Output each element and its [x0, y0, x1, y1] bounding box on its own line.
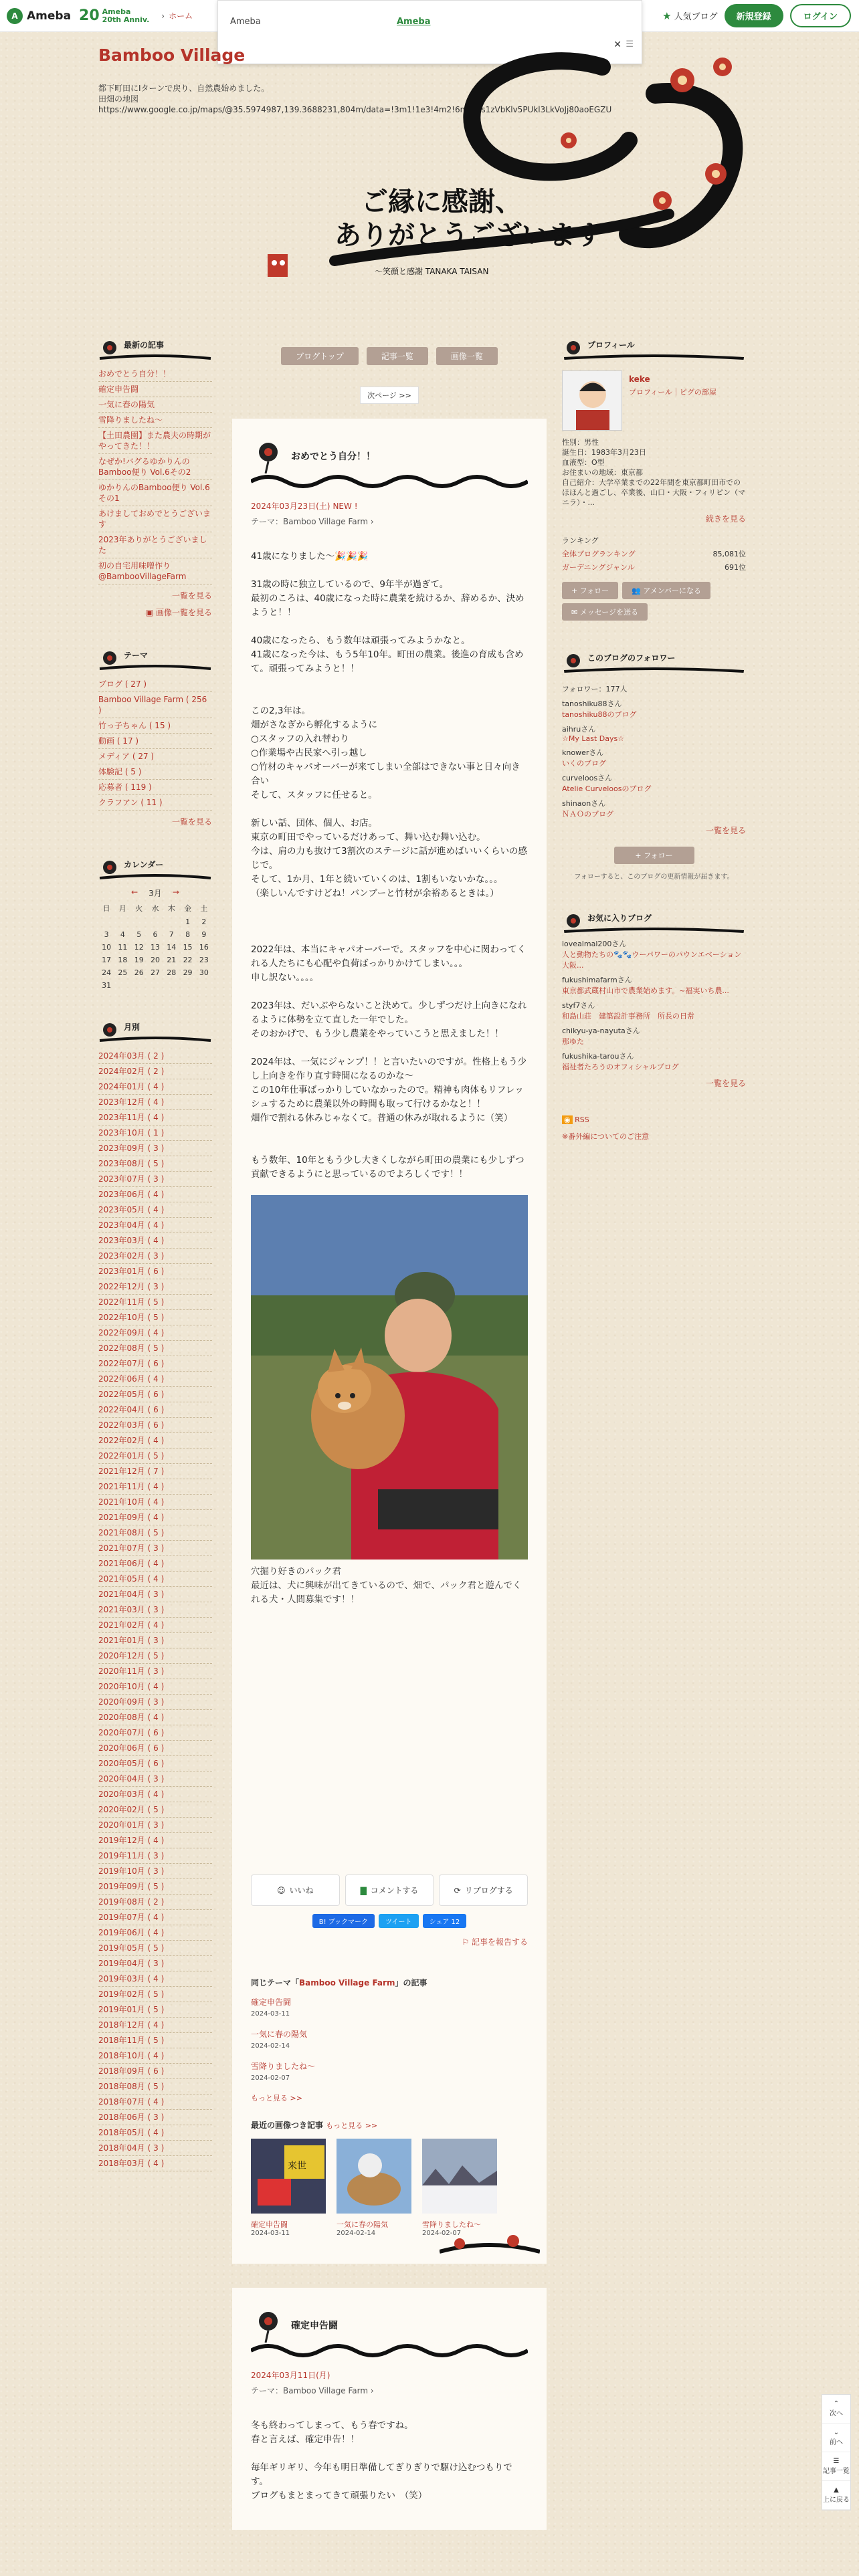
recent-entry-link[interactable]: おめでとう自分！！: [98, 366, 212, 382]
back-to-top-button[interactable]: ▲ 上に戻る: [822, 2481, 850, 2510]
blog-description: 都下町田にIターンで戻り、自然農始めました。 田畑の地図 https://www.google.co.jp/maps/@35.5974987,139.3688231,804m/data=!3m1!1e3!4m2!6m1!1s1zVbKlv5PUkl3LkVoJj80aoEGZU: [98, 84, 612, 114]
month-archive-link[interactable]: 2019年04月 ( 3 ): [98, 1956, 212, 1971]
month-archive-link[interactable]: 2018年10月 ( 4 ): [98, 2048, 212, 2064]
hatena-bookmark-button[interactable]: B! ブックマーク: [312, 1914, 375, 1928]
follow-note: フォローすると、このブログの更新情報が届きます。: [574, 873, 734, 881]
theme-link[interactable]: クラフアン ( 11 ): [98, 795, 212, 811]
brush-underline: [98, 873, 212, 881]
month-archive-link[interactable]: 2020年01月 ( 3 ): [98, 1818, 212, 1833]
follow-wide-button[interactable]: + フォロー: [614, 847, 694, 864]
follower-count: フォロワー：177人: [562, 685, 628, 693]
image-entry-card[interactable]: 一気に春の陽気 2024-02-14: [337, 2139, 411, 2237]
followers-more-link[interactable]: 一覧を見る: [705, 826, 746, 835]
article-date: 2024年03月23日(土) NEW !: [251, 502, 358, 511]
calendar-day[interactable]: 2: [201, 918, 207, 926]
article-header: [251, 439, 528, 491]
month-archive-link[interactable]: 2023年10月 ( 1 ): [98, 1125, 212, 1141]
month-archive-link[interactable]: 2023年05月 ( 4 ): [98, 1202, 212, 1218]
calendar-weekday: 日: [102, 904, 110, 913]
favorites-header: [562, 907, 746, 934]
month-archive-link[interactable]: 2020年11月 ( 3 ): [98, 1664, 212, 1679]
anniversary-text: Ameba 20th Anniv.: [102, 7, 150, 24]
close-icon[interactable]: ✕: [613, 39, 622, 50]
flower-icon: [251, 439, 286, 473]
calendar-title: カレンダー: [124, 860, 164, 869]
recent-more-link[interactable]: 一覧を見る: [171, 591, 212, 601]
month-archive-link[interactable]: 2021年06月 ( 4 ): [98, 1556, 212, 1572]
calendar-day[interactable]: 13: [150, 943, 160, 952]
follower-item[interactable]: tanoshiku88さん tanoshiku88のブログ: [562, 700, 637, 719]
article-photo[interactable]: [251, 1195, 528, 1560]
month-archive-link[interactable]: 2018年05月 ( 4 ): [98, 2125, 212, 2141]
profile-header: [562, 334, 746, 361]
calendar-day[interactable]: 15: [183, 943, 193, 952]
favorites-title: お気に入りブログ: [587, 914, 652, 923]
calendar-day[interactable]: 26: [134, 968, 144, 977]
month-archive-link[interactable]: 2019年05月 ( 5 ): [98, 1941, 212, 1956]
calendar-weekday: 水: [151, 904, 159, 913]
month-archive-link[interactable]: 2021年07月 ( 3 ): [98, 1541, 212, 1556]
brush-underline: [98, 353, 212, 361]
month-archive-link[interactable]: 2022年06月 ( 4 ): [98, 1372, 212, 1387]
calendar-grid: [98, 903, 212, 990]
calendar-day[interactable]: 31: [102, 981, 112, 990]
month-archive-link[interactable]: 2018年11月 ( 5 ): [98, 2033, 212, 2048]
month-archive-link[interactable]: 2022年09月 ( 4 ): [98, 1325, 212, 1341]
calendar-day[interactable]: 30: [199, 968, 209, 977]
same-theme-item[interactable]: 一気に春の陽気 2024-02-14: [251, 2030, 308, 2050]
profile-card: [562, 370, 746, 431]
calendar-day: [98, 918, 114, 926]
wave-divider: [251, 2341, 528, 2360]
breadcrumb: [161, 10, 193, 21]
article-title[interactable]: おめでとう自分！！: [291, 451, 375, 462]
article-header: [251, 2308, 528, 2360]
month-archive-link[interactable]: 2020年06月 ( 6 ): [98, 1741, 212, 1756]
month-archive-link[interactable]: 2019年02月 ( 5 ): [98, 1987, 212, 2002]
month-archive-link[interactable]: 2018年12月 ( 4 ): [98, 2018, 212, 2033]
month-archive-link[interactable]: 2023年09月 ( 3 ): [98, 1141, 212, 1156]
like-button[interactable]: ☺ いいね: [251, 1874, 340, 1906]
entry-list-float-button[interactable]: ☰ 記事一覧: [822, 2452, 850, 2481]
image-entry-card[interactable]: 来世 確定申告闘 2024-03-11: [251, 2139, 326, 2237]
next-entry-button[interactable]: ⌃ 次へ: [822, 2395, 850, 2424]
month-archive-link[interactable]: 2021年03月 ( 3 ): [98, 1602, 212, 1618]
article-date: 2024年03月11日(月): [251, 2371, 330, 2380]
recent-header: [98, 334, 212, 361]
brush-underline: [562, 926, 746, 934]
rss-icon: ◉: [562, 1115, 573, 1124]
calendar-day[interactable]: 9: [201, 930, 207, 939]
image-entry-card[interactable]: 雪降りましたね〜 2024-02-07: [422, 2139, 497, 2237]
svg-text:ご縁に感謝、: ご縁に感謝、: [361, 186, 522, 217]
login-button[interactable]: ログイン: [790, 4, 851, 27]
month-archive-link[interactable]: 2021年02月 ( 4 ): [98, 1618, 212, 1633]
amember-button[interactable]: 👥 アメンバーになる: [622, 582, 710, 599]
theme-title: テーマ: [124, 651, 149, 660]
month-archive-link[interactable]: 2020年03月 ( 4 ): [98, 1787, 212, 1802]
profile-name[interactable]: keke: [629, 374, 650, 384]
popular-blogs-label: 人気ブログ: [674, 12, 718, 22]
wave-divider: [251, 472, 528, 491]
favorites-more-link[interactable]: 一覧を見る: [705, 1079, 746, 1088]
calendar-day[interactable]: 10: [102, 943, 112, 952]
svg-text:ありがとうございます: ありがとうございます: [335, 219, 602, 251]
recent-entry-link[interactable]: 雪降りましたね〜: [98, 413, 212, 428]
month-archive-link[interactable]: 2018年04月 ( 3 ): [98, 2141, 212, 2156]
calendar-weekday: 木: [167, 904, 175, 913]
footer-flower-ornament: [440, 2232, 540, 2258]
calendar-day[interactable]: 28: [167, 968, 177, 977]
calendar-day[interactable]: 5: [136, 930, 142, 939]
month-archive-link[interactable]: 2018年07月 ( 4 ): [98, 2095, 212, 2110]
same-theme-item[interactable]: 確定申告闘 2024-03-11: [251, 1998, 292, 2018]
image-entry-cards: [251, 2139, 528, 2237]
month-archive-link[interactable]: 2022年02月 ( 4 ): [98, 1433, 212, 1448]
follow-button[interactable]: + フォロー: [562, 582, 618, 599]
calendar-day[interactable]: 24: [102, 968, 112, 977]
month-archive-link[interactable]: 2022年11月 ( 5 ): [98, 1295, 212, 1310]
article-theme[interactable]: テーマ：Bamboo Village Farm ›: [251, 2386, 374, 2395]
article-body: 41歳になりました〜🎉🎉🎉 31歳の時に独立しているので、9年半が過ぎて。 最初のころは、40歳になった時に農業を続けるか、辞めるか、決めようと！！ 40歳になったら、もう数年は頑張ってみようかなと。 41歳になった今は、もう5年10年。町田の農業。後進の育成も含めて。頑張ってみようと！！ この2,3年は。 畑がさなぎから孵化するように ○スタッフの入れ替わり ○作業場や古民家へ引っ越し ○竹材のキャパオーバーが来てしまい全部はできない事と日々向き合い そして、スタッフに任せると。 新しい話、団体、個人、お店。 東京の町田でやっているだけあって、舞い込む舞い込む。 今は、肩の力も抜けて3割次のステージに話が進めばいいくらいの感じで。 そして、1か月、1年と続いていくのは、1割もいないかな。。。 （楽しいんですけどね！バンブーと竹材が余裕あるときは。） 2022年は、本当にキャパオーバーで。スタッフを中心に関わってくれる人たちにも心配や負荷ばっかりかけてしまい。。。 申し訳ない。。。。 2023年は、だいぶやらないこと決めて。少しずつだけ上向きになれるように体勢を立て直した一年でした。 そのおかげで、もう少し農業をやっていこうと思えました！！ 2024年は、一気にジャンプ！！と言いたいのですが。性格上もう少し上向きを作り直す時間になるのかな〜 この10年仕事ばっかりしていなかったので。精神も肉体もリフレッシュするために農業以外の時間も取って行けるかなと！！ 畑作で割れる休みじゃなくて。普通の休みが取れるように（笑） もう数年、10年ともう少し大きくしながら町田の農業にも少しずつ貢献できるようにと思っているのでよろしくです！！: [251, 551, 528, 1180]
calendar-day[interactable]: 16: [199, 943, 209, 952]
month-archive-link[interactable]: 2020年07月 ( 6 ): [98, 1725, 212, 1741]
month-archive-link[interactable]: 2023年11月 ( 4 ): [98, 1110, 212, 1125]
tweet-button[interactable]: ツイート: [379, 1914, 419, 1928]
month-archive-link[interactable]: 2020年02月 ( 5 ): [98, 1802, 212, 1818]
image-entries-more[interactable]: もっと見る >>: [326, 2121, 378, 2130]
month-archive-link[interactable]: 2023年12月 ( 4 ): [98, 1095, 212, 1110]
favorite-blog-item[interactable]: fukushika-tarouさん 福祉者たろうのオフィシャルブログ: [562, 1052, 679, 1071]
month-archive-link[interactable]: 2024年03月 ( 2 ): [98, 1049, 212, 1064]
month-archive-link[interactable]: 2019年12月 ( 4 ): [98, 1833, 212, 1848]
favorite-blog-item[interactable]: lovealmal200さん 人と動物たちの🐾🐾ウーパワーのパウンエベーション大阪...: [562, 940, 742, 970]
article: [232, 419, 547, 2264]
follower-item[interactable]: curveloosさん Atelie Curveloosのブログ: [562, 774, 652, 793]
calendar-day[interactable]: 14: [167, 943, 177, 952]
month-archive-link[interactable]: 2020年08月 ( 4 ): [98, 1710, 212, 1725]
calendar-weekday: 月: [118, 904, 126, 913]
profile-title: プロフィール: [587, 340, 635, 350]
favorite-blog-item[interactable]: styf7さん 和島山荘 建築設計事務所 所長の日常: [562, 1001, 694, 1021]
left-sidebar: [98, 334, 212, 2198]
thumbnail-spring: [337, 2139, 411, 2214]
month-archive-link[interactable]: 2022年12月 ( 3 ): [98, 1279, 212, 1295]
month-archive-link[interactable]: 2018年03月 ( 4 ): [98, 2156, 212, 2171]
follower-item[interactable]: aihruさん ☆My Last Days☆: [562, 725, 625, 743]
blog-toolbar: [232, 347, 547, 365]
blog-top-button[interactable]: ブログトップ: [281, 347, 359, 365]
month-archive-link[interactable]: 2022年10月 ( 5 ): [98, 1310, 212, 1325]
thumbnail-tax: [251, 2139, 326, 2214]
month-archive-link[interactable]: 2021年12月 ( 7 ): [98, 1464, 212, 1479]
month-archive-link[interactable]: 2023年08月 ( 5 ): [98, 1156, 212, 1172]
monthly-list: [98, 1049, 212, 2171]
reblog-icon: ⟳: [454, 1885, 461, 1895]
month-archive-link[interactable]: 2023年03月 ( 4 ): [98, 1233, 212, 1249]
follower-list: [562, 698, 746, 819]
calendar-day[interactable]: 17: [102, 956, 112, 964]
report-link[interactable]: ⚐ 記事を報告する: [462, 1937, 528, 1947]
popular-blogs-link[interactable]: [662, 9, 717, 22]
month-archive-link[interactable]: 2019年08月 ( 2 ): [98, 1895, 212, 1910]
month-archive-link[interactable]: 2023年06月 ( 4 ): [98, 1187, 212, 1202]
calendar-day[interactable]: 18: [118, 956, 128, 964]
photo-dog-and-man: [251, 1195, 528, 1560]
ad-label: Ameba: [230, 17, 261, 27]
avatar-illustration: [563, 371, 622, 431]
breadcrumb-sep: ›: [161, 11, 165, 21]
calendar-day[interactable]: 8: [185, 930, 191, 939]
calendar-day[interactable]: 1: [185, 918, 191, 926]
calendar-day[interactable]: 3: [104, 930, 109, 939]
recent-list: [98, 366, 212, 584]
recent-entry-link[interactable]: なぜか!バグるゆかりんのBamboo便り Vol.6その2: [98, 454, 212, 480]
month-archive-link[interactable]: 2021年08月 ( 5 ): [98, 1525, 212, 1541]
calendar-day[interactable]: 11: [118, 943, 128, 952]
article-body: 冬も終わってしまって、もう春ですね。 春と言えば、確定申告！！ 毎年ギリギリ、今年も明日準備してぎりぎりで駆け込むつもりです。 ブログもまとまってきて頑張りたい （笑）: [251, 2420, 512, 2501]
followers-title: このブログのフォロワー: [587, 653, 676, 663]
brush-underline: [98, 663, 212, 671]
theme-link[interactable]: 動画 ( 17 ): [98, 734, 212, 749]
calendar-day[interactable]: 20: [150, 956, 160, 964]
theme-link[interactable]: 応募者 ( 119 ): [98, 780, 212, 795]
calendar-day[interactable]: 27: [150, 968, 160, 977]
month-archive-link[interactable]: 2022年03月 ( 6 ): [98, 1418, 212, 1433]
favorite-blog-item[interactable]: chikyu-ya-nayutaさん 那ゆた: [562, 1027, 640, 1046]
month-archive-link[interactable]: 2019年01月 ( 5 ): [98, 2002, 212, 2018]
theme-list: [98, 677, 212, 811]
blog-title[interactable]: Bamboo Village: [98, 45, 246, 65]
month-archive-link[interactable]: 2021年05月 ( 4 ): [98, 1572, 212, 1587]
calendar-weekday: 土: [200, 904, 208, 913]
month-archive-link[interactable]: 2022年05月 ( 6 ): [98, 1387, 212, 1402]
month-archive-link[interactable]: 2022年04月 ( 6 ): [98, 1402, 212, 1418]
follower-item[interactable]: knowerさん いくのブログ: [562, 748, 606, 768]
same-theme-more[interactable]: もっと見る >>: [251, 2094, 302, 2103]
breadcrumb-home[interactable]: ホーム: [169, 11, 193, 21]
month-archive-link[interactable]: 2020年05月 ( 6 ): [98, 1756, 212, 1772]
calendar-day[interactable]: 21: [167, 956, 177, 964]
recent-entry-link[interactable]: 確定申告闘: [98, 382, 212, 397]
facebook-share-button[interactable]: シェア 12: [423, 1914, 467, 1928]
recent-entry-link[interactable]: あけましておめでとうございます: [98, 506, 212, 532]
month-archive-link[interactable]: 2019年10月 ( 3 ): [98, 1864, 212, 1879]
month-archive-link[interactable]: 2020年12月 ( 5 ): [98, 1648, 212, 1664]
monthly-header: [98, 1016, 212, 1043]
month-archive-link[interactable]: 2023年02月 ( 3 ): [98, 1249, 212, 1264]
theme-link[interactable]: 体験記 ( 5 ): [98, 764, 212, 780]
ranking-gardening[interactable]: ガーデニングジャンル 691位: [562, 563, 746, 572]
calendar-day: [147, 918, 163, 926]
month-archive-link[interactable]: 2024年02月 ( 2 ): [98, 1064, 212, 1079]
article-second: [232, 2288, 547, 2530]
recent-entry-link[interactable]: 一気に春の陽気: [98, 397, 212, 413]
comment-icon: ▇: [360, 1885, 367, 1895]
favorites-list: [562, 938, 746, 1072]
month-archive-link[interactable]: 2022年01月 ( 5 ): [98, 1448, 212, 1464]
menu-icon[interactable]: ☰: [626, 39, 634, 49]
rss-link[interactable]: ◉ RSS: [562, 1115, 746, 1124]
smile-icon: ☺: [277, 1885, 286, 1895]
entry-list-button[interactable]: 記事一覧: [367, 347, 428, 365]
month-archive-link[interactable]: 2019年03月 ( 4 ): [98, 1971, 212, 1987]
month-archive-link[interactable]: 2023年07月 ( 3 ): [98, 1172, 212, 1187]
calendar-day: [131, 918, 147, 926]
month-archive-link[interactable]: 2021年11月 ( 4 ): [98, 1479, 212, 1495]
theme-link[interactable]: Bamboo Village Farm ( 256 ): [98, 692, 212, 718]
brush-underline: [562, 353, 746, 361]
month-archive-link[interactable]: 2020年04月 ( 3 ): [98, 1772, 212, 1787]
avatar[interactable]: [562, 370, 622, 431]
monthly-title: 月別: [124, 1023, 140, 1032]
signup-button[interactable]: 新規登録: [725, 4, 783, 27]
calendar-prev[interactable]: ←: [131, 887, 138, 897]
image-list-link[interactable]: ▣ 画像一覧を見る: [145, 608, 212, 617]
calendar-day: [114, 918, 130, 926]
month-archive-link[interactable]: 2021年04月 ( 3 ): [98, 1587, 212, 1602]
month-archive-link[interactable]: 2023年04月 ( 4 ): [98, 1218, 212, 1233]
header-calligraphy-art: [254, 40, 763, 304]
recent-entry-link[interactable]: 【土田農園】また農夫の時期がやってきた！！: [98, 428, 212, 454]
month-archive-link[interactable]: 2021年09月 ( 4 ): [98, 1510, 212, 1525]
reaction-bar: [251, 1874, 528, 1906]
month-archive-link[interactable]: 2018年08月 ( 5 ): [98, 2079, 212, 2095]
theme-more-link[interactable]: 一覧を見る: [171, 817, 212, 827]
month-archive-link[interactable]: 2020年09月 ( 3 ): [98, 1695, 212, 1710]
message-button[interactable]: ✉ メッセージを送る: [562, 603, 648, 621]
svg-text:〜笑顔と感謝 TANAKA TAISAN: 〜笑顔と感謝 TANAKA TAISAN: [375, 267, 489, 276]
calendar-next[interactable]: →: [172, 887, 179, 897]
rss-note-link[interactable]: ※番外編についてのご注意: [562, 1132, 649, 1141]
month-archive-link[interactable]: 2019年11月 ( 3 ): [98, 1848, 212, 1864]
new-badge: NEW !: [332, 502, 358, 511]
calendar-day[interactable]: 25: [118, 968, 128, 977]
calendar-month: 3月: [149, 889, 162, 898]
recent-entry-link[interactable]: 2023年ありがとうございました: [98, 532, 212, 558]
follower-item[interactable]: shinaonさん ＮＡＯのブログ: [562, 799, 613, 819]
photo-caption: 穴掘り好きのパック君 最近は、犬に興味が出てきているので、畑で、パック君と遊んでくれる犬・人間募集です！！: [251, 1566, 522, 1605]
image-icon: ▣: [145, 608, 156, 617]
calendar-day[interactable]: 23: [199, 956, 209, 964]
month-archive-link[interactable]: 2018年06月 ( 3 ): [98, 2110, 212, 2125]
share-bar: [251, 1914, 528, 1928]
article-theme[interactable]: テーマ：Bamboo Village Farm ›: [251, 517, 374, 526]
ameba-logo[interactable]: [7, 8, 71, 24]
ranking-title: ランキング: [562, 536, 599, 545]
calendar-day[interactable]: 12: [134, 943, 144, 952]
recent-entry-link[interactable]: ゆかりんのBamboo便り Vol.6その1: [98, 480, 212, 506]
recent-title: 最新の記事: [124, 340, 165, 350]
image-list-button[interactable]: 画像一覧: [436, 347, 498, 365]
brush-underline: [98, 1035, 212, 1043]
month-archive-link[interactable]: 2019年06月 ( 4 ): [98, 1925, 212, 1941]
month-archive-link[interactable]: 2023年01月 ( 6 ): [98, 1264, 212, 1279]
flower-icon: [251, 2308, 286, 2343]
same-theme-link[interactable]: Bamboo Village Farm: [299, 1978, 395, 1988]
brush-underline: [562, 666, 746, 674]
profile-more-link[interactable]: 続きを見る: [705, 514, 746, 524]
month-archive-link[interactable]: 2021年01月 ( 3 ): [98, 1633, 212, 1648]
month-archive-link[interactable]: 2022年07月 ( 6 ): [98, 1356, 212, 1372]
svg-text:来世: 来世: [288, 2161, 306, 2171]
calendar-nav: [98, 887, 212, 899]
ameba-logo-text: Ameba: [27, 9, 72, 23]
right-sidebar: [562, 334, 746, 1168]
main-column: [232, 334, 547, 2530]
calendar-header: [98, 854, 212, 881]
comment-button[interactable]: ▇ コメントする: [345, 1874, 434, 1906]
followers-header: [562, 647, 746, 674]
favorite-blog-item[interactable]: fukushimafarmさん 東京都武蔵村山市で農業始めます。~福実いち農...: [562, 976, 729, 995]
calendar-day: [163, 918, 179, 926]
theme-header: [98, 645, 212, 671]
theme-link[interactable]: ブログ ( 27 ): [98, 677, 212, 692]
profile-link[interactable]: プロフィール｜ピグの部屋: [629, 388, 717, 397]
thumbnail-snow: [422, 2139, 497, 2214]
calendar-day[interactable]: 29: [183, 968, 193, 977]
anniversary-badge[interactable]: [79, 7, 149, 24]
calendar-day[interactable]: 19: [134, 956, 144, 964]
recent-entry-link[interactable]: 初の自宅用味噌作り@BambooVillageFarm: [98, 558, 212, 584]
floating-nav: [822, 2394, 851, 2510]
calendar-weekday: 金: [184, 904, 192, 913]
month-archive-link[interactable]: 2022年08月 ( 5 ): [98, 1341, 212, 1356]
calendar-weekday: 火: [135, 904, 143, 913]
month-archive-link[interactable]: 2021年10月 ( 4 ): [98, 1495, 212, 1510]
ranking-all[interactable]: 全体ブログランキング 85,081位: [562, 550, 746, 558]
calendar-day[interactable]: 22: [183, 956, 193, 964]
image-entries-heading: 最近の画像つき記事 もっと見る >>: [251, 2121, 378, 2130]
profile-details: 性別：男性 誕生日：1983年3月23日 血液型：O型 お住まいの地域：東京都 自己紹介：大学卒業までの22年間を東京都町田市でのほほんと過ごし、卒業後、山口・大阪・フィリピン（マニラ）・...: [562, 438, 746, 507]
theme-link[interactable]: 竹っ子ちゃん ( 15 ): [98, 718, 212, 734]
profile-buttons: [562, 582, 746, 621]
same-theme-list: [251, 1996, 528, 2082]
star-icon: ★: [662, 9, 672, 22]
calendar-day[interactable]: 7: [169, 930, 174, 939]
month-archive-link[interactable]: 2019年07月 ( 4 ): [98, 1910, 212, 1925]
calendar-day[interactable]: 6: [153, 930, 158, 939]
same-theme-heading: 同じテーマ「Bamboo Village Farm」の記事: [251, 1978, 427, 1988]
flag-icon: ⚐: [462, 1937, 472, 1947]
article-title[interactable]: 確定申告闘: [291, 2321, 338, 2331]
calendar-day[interactable]: 4: [120, 930, 125, 939]
ameba-logo-icon: A: [7, 8, 23, 24]
anniversary-number: 20: [79, 7, 100, 24]
reblog-button[interactable]: ⟳ リブログする: [439, 1874, 528, 1906]
prev-entry-button[interactable]: ⌄ 前へ: [822, 2424, 850, 2452]
ad-link[interactable]: Ameba: [397, 17, 431, 27]
next-page-link[interactable]: 次ページ >>: [360, 387, 419, 404]
theme-link[interactable]: メディア ( 27 ): [98, 749, 212, 764]
same-theme-item[interactable]: 雪降りましたね〜 2024-02-07: [251, 2062, 316, 2082]
month-archive-link[interactable]: 2019年09月 ( 5 ): [98, 1879, 212, 1895]
month-archive-link[interactable]: 2024年01月 ( 4 ): [98, 1079, 212, 1095]
month-archive-link[interactable]: 2020年10月 ( 4 ): [98, 1679, 212, 1695]
month-archive-link[interactable]: 2018年09月 ( 6 ): [98, 2064, 212, 2079]
